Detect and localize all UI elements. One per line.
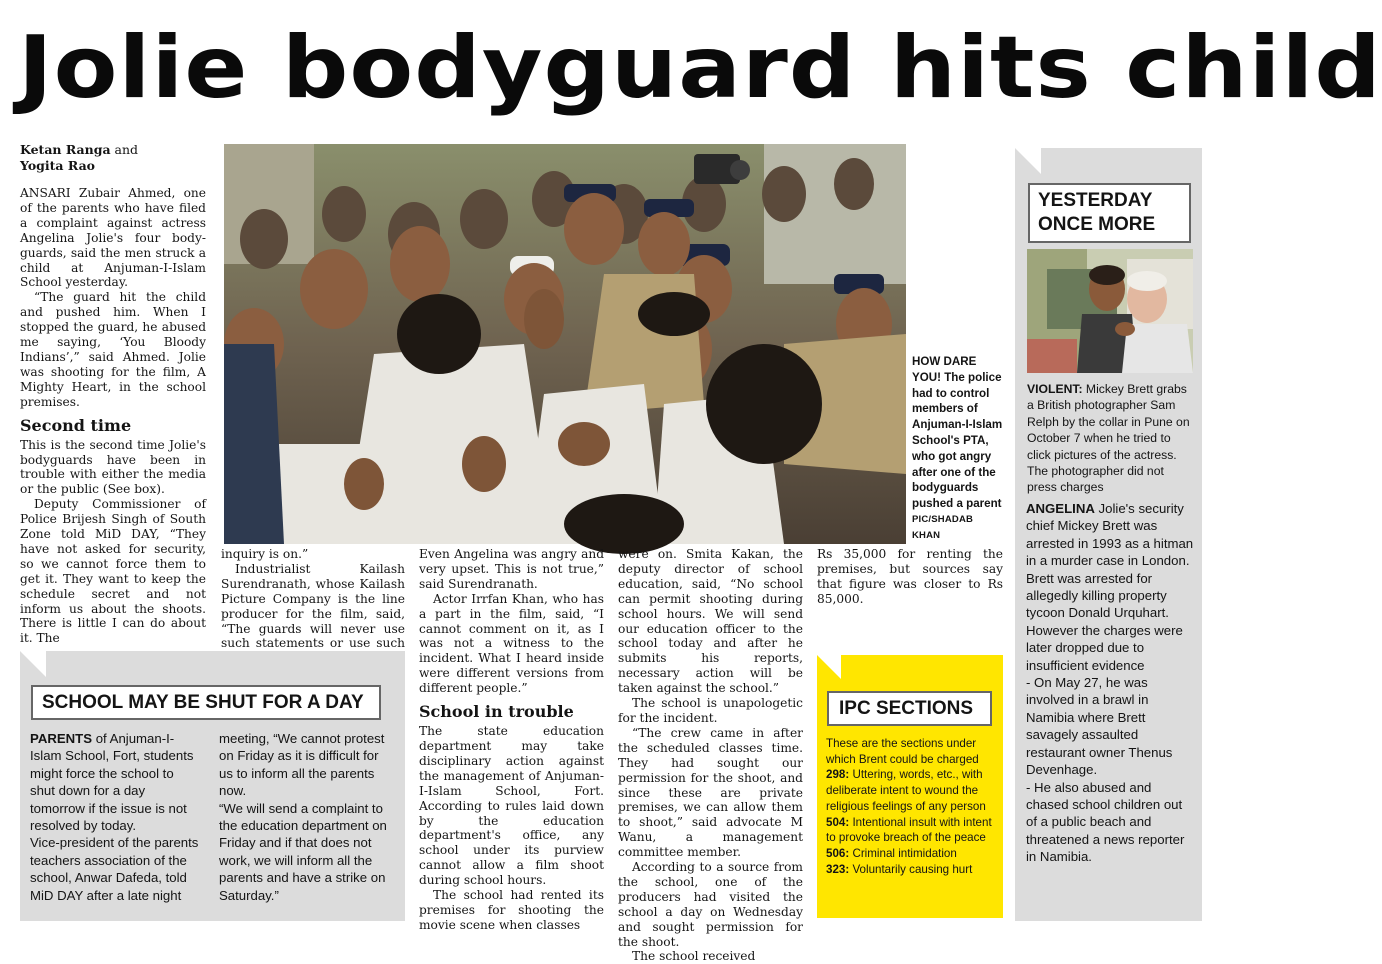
article-column-4 [618,547,803,964]
sidebar-photo [1027,249,1193,373]
article-column-3 [419,547,604,933]
article-paragraph: The state education department may take disciplinary action against the management of Anjuman-I-Islam School, Fort. According to rules laid down by the education department's office, any school under its purview cannot allow a film shoot during school hours. [419,724,604,888]
ipc-intro: These are the sections under which Brent could be charged [826,737,979,766]
ipc-section-item [826,862,998,878]
sidebar-lead-word: ANGELINA [1026,501,1095,516]
article-paragraph: Rs 35,000 for renting the premises, but sources say that figure was closer to Rs 85,000. [817,547,1003,606]
article-paragraph: The school received [632,949,756,964]
article-paragraph [20,186,206,290]
article-paragraph: were on. Smita Kakan, the deputy director of school education, said, “No school can permit shooting during school hours. We will send our education officer to the school today and after he submits his reports, necessary action will be taken against the school.” [618,547,803,696]
ipc-sections-corner-notch [817,655,841,679]
ipc-title: IPC SECTIONS [839,698,974,719]
article-paragraph: inquiry is on.” [221,547,309,561]
school-shut-paragraph-text: of Anjuman-I-Islam School, Fort, students might force the school to shut down for a day tomorrow if the issue is not resolved by today. [30,731,194,834]
ipc-section-text: Voluntarily causing hurt [852,862,973,876]
article-column-2 [221,547,405,666]
ipc-section-text: Criminal intimidation [852,846,957,860]
sidebar-paragraph [1026,500,1196,674]
article-paragraph: According to a source from the school, one of the producers had visited the school a day on Wednesday and sought permission for the shoot. [618,860,803,949]
article-paragraph: “The guard hit the child and pushed him. When I stopped the guard, he abused me saying, ‘You Bloody Indians’,” said Ahmed. Jolie was shooting for the film, A Mighty Heart, in the school premises. [20,290,206,409]
subhead-second-time: Second time [20,415,132,435]
ipc-section-text: Intentional insult with intent to provoke breach of the peace [826,815,992,845]
ipc-section-text: Uttering, words, etc., with deliberate intent to wound the religious feelings of any person [826,768,986,813]
school-shut-left-column [30,730,202,904]
headline: Jolie bodyguard hits child [18,18,1382,118]
school-shut-paragraph: “We will send a complaint to the education department on Friday and if that does not work, we will inform all the parents and have a strike on Saturday.” [219,800,387,903]
sidebar-title-box [1028,183,1191,243]
byline-and: and [114,142,139,157]
school-shut-paragraph: meeting, “We cannot protest on Friday as it is difficult for us to inform all the parents now. [219,731,385,799]
ipc-title-box [827,691,992,726]
subhead-school-in-trouble: School in trouble [419,702,574,722]
photo-credit: PIC/SHADAB KHAN [912,513,974,541]
byline-author-2: Yogita Rao [20,158,95,173]
school-shut-title: SCHOOL MAY BE SHUT FOR A DAY [42,692,364,713]
sidebar-caption-text: Mickey Brett grabs a British photographer Sam Relph by the collar in Pune on October 7 when he tried to click pictures of the actress. The photographer did not press charges [1027,382,1190,495]
ipc-section-number: 323: [826,862,850,876]
article-paragraph: “The crew came in after the scheduled classes time. They had sought our permission for the shoot, and since these are private premises, we can allow them to shoot,” said advocate M Wanu, a management committee member. [618,725,803,860]
caption-title: HOW DARE YOU! [912,355,977,384]
sidebar-caption-lead: VIOLENT: [1027,382,1083,396]
sidebar-photo-caption [1027,381,1193,496]
article-paragraph: Actor Irrfan Khan, who has a part in the film, said, “I cannot comment on it, as I was not a witness to the incident. What I heard inside were different versions from different people.” [419,591,604,696]
article-paragraph: Industrialist Kailash Surendranath, whose Kailash Picture Company is the line producer for the film, said, “The guards will never use such statements or use such [221,561,405,651]
sidebar-bullet: - He also abused and chased school children out of a public beach and threatened a news reporter in Namibia. [1026,779,1185,865]
school-shut-paragraph [30,730,202,834]
sidebar-paragraph-text: Jolie's security chief Mickey Brett was arrested in 1993 as a hitman in a murder case in London. Brett was arrested for allegedly killing property tycoon Donald Urquhart. However the charges were later dropped due to insufficient evidence [1026,501,1194,673]
article-column-5 [817,547,1003,607]
article-paragraph: The school is unapologetic for the incident. [618,696,803,725]
article-paragraph: This is the second time Jolie's bodyguards have been in trouble with either the media or the public (See box). [20,437,206,497]
ipc-section-number: 298: [826,768,850,782]
school-shut-right-column [219,730,395,904]
byline [20,142,138,174]
article-column-1 [20,186,206,646]
school-shut-paragraph: Vice-president of the parents teachers association of the school, Anwar Dafeda, told MiD DAY after a late night [30,835,199,903]
school-shut-title-box [31,685,381,720]
sidebar-body [1026,500,1196,866]
sidebar-title-line-2: ONCE MORE [1038,214,1156,235]
ipc-sections-list [826,736,998,877]
ipc-section-number: 504: [826,815,850,829]
article-paragraph: Even Angelina was angry and very upset. This is not true,” said Surendranath. [419,547,604,591]
byline-author-1: Ketan Ranga [20,142,111,157]
paragraph-text: Zubair Ahmed, one of the parents who have filed a complaint against actress Angelina Jolie's four body-guards, said the men struck a child at Anjuman-I-Islam School yesterday. [20,186,206,290]
caption-text: The police had to control members of Anjuman-I-Islam School's PTA, who got angry after one of the bodyguards pushed a parent [912,370,1003,511]
sidebar-bullet: - On May 27, he was involved in a brawl in Namibia where Brett savagely assaulted restaurant owner Thenus Devenhage. [1026,675,1173,778]
ipc-section-item [826,767,998,814]
main-photo [224,144,906,544]
ipc-section-number: 506: [826,846,850,860]
article-paragraph: The school had rented its premises for shooting the movie scene when classes [419,888,604,932]
photo-caption [912,354,1004,544]
ipc-section-item [826,815,998,846]
article-paragraph: Deputy Commissioner of Police Brijesh Singh of South Zone told MiD DAY, “They have not asked for security, so we cannot force them to get it. They want to keep the schedule secret and not inform us about the shoots. There is little I can do about it. The [20,497,206,646]
school-shut-lead-word: PARENTS [30,731,93,746]
sidebar-title-line-1: YESTERDAY [1038,190,1153,211]
lead-word: ANSARI [20,186,71,200]
sidebar-corner-notch [1015,148,1041,174]
ipc-section-item [826,846,998,862]
school-shut-corner-notch [20,651,46,677]
